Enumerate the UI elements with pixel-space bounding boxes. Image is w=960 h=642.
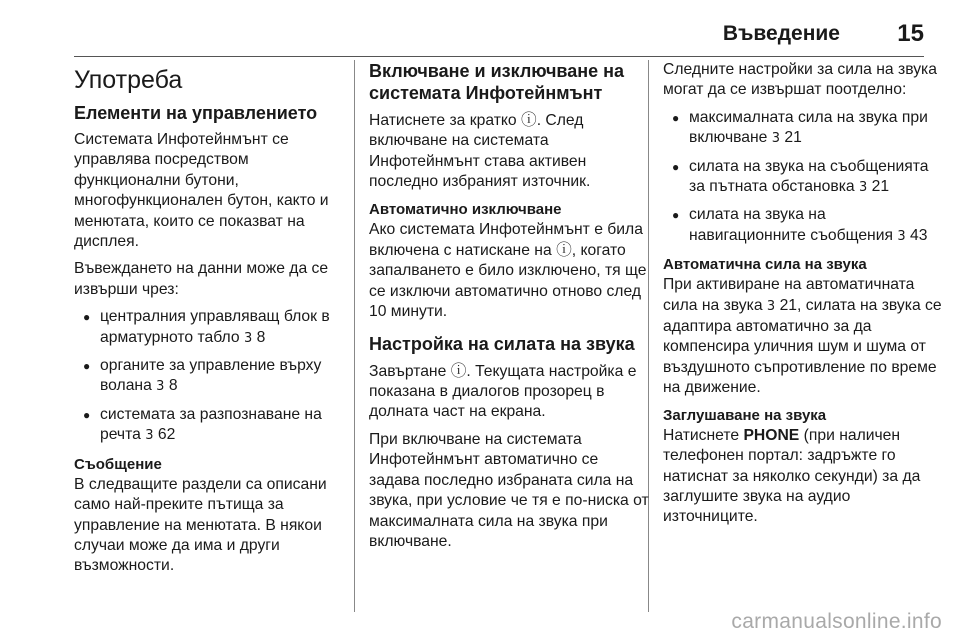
list-item: ● органите за управление върху волана 3 8 xyxy=(74,356,349,398)
page-ref[interactable]: 21 xyxy=(779,296,798,314)
paragraph: Системата Инфотейнмънт се управлява посредством функционални бутони, многофункционален бутон, както и менютата, които се показват на дисплея. xyxy=(74,131,329,251)
list-item: ● силата на звука на съобщенията за пътната обстановка 3 21 xyxy=(663,157,943,199)
page-ref[interactable]: 62 xyxy=(157,426,176,444)
volume-section-title: Настройка на силата на звука xyxy=(369,333,635,354)
ref-arrow-icon: 3 xyxy=(243,330,253,346)
power-button-icon: ⓘ xyxy=(556,240,572,260)
page-ref[interactable]: 21 xyxy=(871,178,890,196)
volume-settings-list xyxy=(663,108,943,247)
list-item: ● максималната сила на звука при включване 3 21 xyxy=(663,108,943,150)
header-title: Въведение xyxy=(722,22,840,45)
list-item: ● системата за разпознаване на речта 3 62 xyxy=(74,405,349,447)
ref-arrow-icon: 3 xyxy=(766,298,776,314)
page-ref[interactable]: 8 xyxy=(168,377,178,395)
list-item: ● силата на звука на навигационните съобщения 3 43 xyxy=(663,205,943,247)
page-ref[interactable]: 8 xyxy=(256,328,266,346)
list-item: ● централния управляващ блок в арматурното табло 3 8 xyxy=(74,307,349,349)
watermark: carmanualsonline.info xyxy=(731,610,942,633)
column-divider-1 xyxy=(354,60,355,612)
ref-arrow-icon: 3 xyxy=(145,428,154,444)
power-section-title: Включване и изключване на системата Инфотейнмънт xyxy=(369,61,625,103)
note-title: Съобщение xyxy=(74,455,162,473)
page-ref[interactable]: 21 xyxy=(784,129,802,147)
note-text: В следващите раздели са описани само най-преките пътища за управление на менютата. В някои случаи може да има и други възможности. xyxy=(74,475,327,575)
ref-arrow-icon: 3 xyxy=(771,131,781,147)
paragraph: Натиснете PHONE (при наличен телефонен портал: задръжте го натиснат за няколко секунди) за да заглушите звука на аудио източниците. xyxy=(663,426,921,526)
section-title: Употреба xyxy=(74,66,183,94)
power-button-icon: ⓘ xyxy=(450,360,467,380)
column-1 xyxy=(74,60,349,584)
ref-arrow-icon: 3 xyxy=(156,379,165,395)
column-2 xyxy=(369,60,649,559)
ref-arrow-icon: 3 xyxy=(859,180,868,196)
paragraph: При активиране на автоматичната сила на звука 3 21, силата на звука се адаптира автоматично за да компенсира уличния шум и шума от въздушното съпротивление по време на движение. xyxy=(663,276,942,397)
paragraph: Завъртане ⓘ. Текущата настройка е показана в диалогов прозорец в долната част на екрана. xyxy=(369,360,637,421)
ref-arrow-icon: 3 xyxy=(897,228,906,244)
mute-title: Заглушаване на звука xyxy=(663,406,827,424)
paragraph: При включване на системата Инфотейнмънт автоматично се задава последно избраната сила на звука, при условие че тя е по-ниска от максималната сила на звука при включване. xyxy=(369,430,649,550)
subsection-title: Елементи на управлението xyxy=(74,103,318,123)
page-number: 15 xyxy=(897,20,924,47)
paragraph: Натиснете за кратко ⓘ. След включване на системата Инфотейнмънт става активен последно избраният източник. xyxy=(369,110,591,191)
power-button-icon: ⓘ xyxy=(521,110,537,129)
input-methods-list xyxy=(74,307,349,446)
page-ref[interactable]: 43 xyxy=(909,226,928,244)
paragraph: Следните настройки за сила на звука могат да се извършат поотделно: xyxy=(663,61,937,99)
page-header xyxy=(0,18,924,58)
paragraph: Ако системата Инфотейнмънт е била включена с натискане на ⓘ, когато запалването е било изключено, тя ще се изключи автоматично отново след 10 минути. xyxy=(369,220,647,321)
auto-volume-title: Автоматична сила на звука xyxy=(663,256,867,274)
header-rule xyxy=(74,56,924,57)
phone-button-label: PHONE xyxy=(743,426,800,444)
paragraph: Въвеждането на данни може да се извърши чрез: xyxy=(74,260,329,298)
column-3 xyxy=(663,60,943,535)
auto-off-title: Автоматично изключване xyxy=(369,200,562,218)
